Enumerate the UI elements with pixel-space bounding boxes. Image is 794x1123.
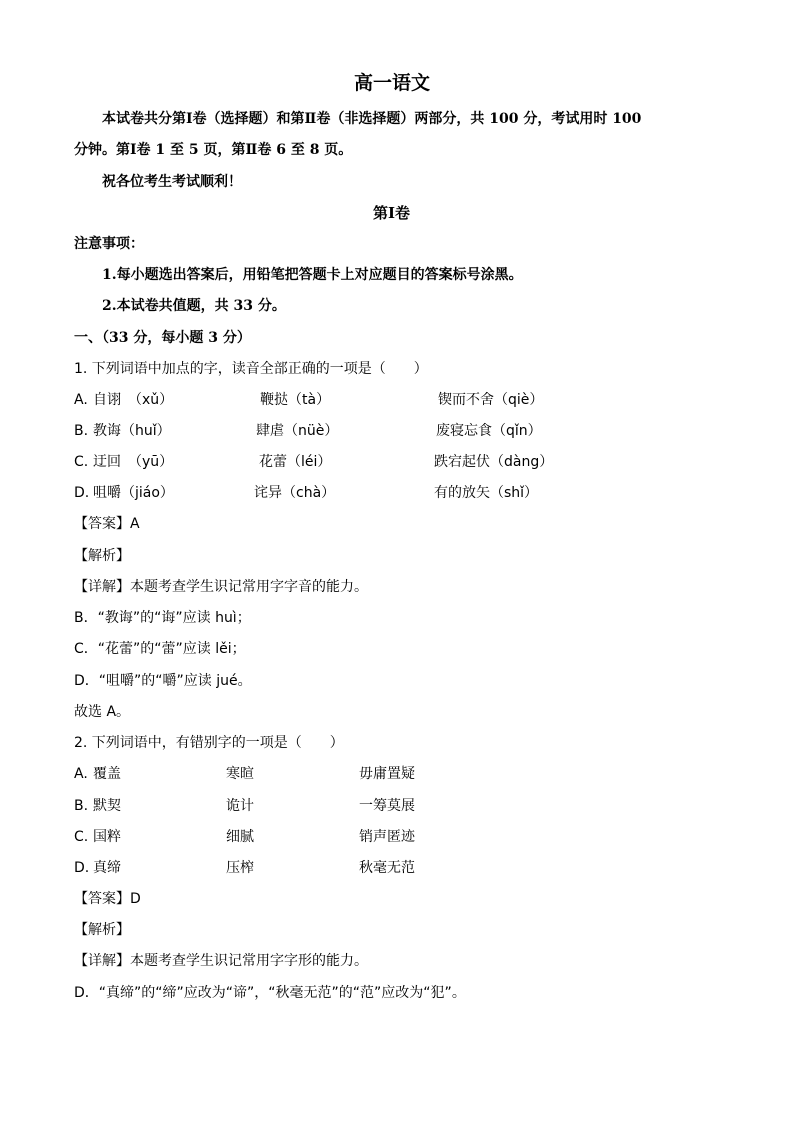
- notes-heading: 注意事项：: [74, 236, 144, 252]
- option-word-2: 鞭挞（tà）: [260, 392, 331, 408]
- detail-tag: 【详解】: [74, 953, 130, 969]
- option-word-3: 秋毫无范: [359, 860, 415, 876]
- answer-value: A: [130, 516, 140, 532]
- option-word-1: 真缔: [93, 860, 121, 876]
- answer-tag: 【答案】: [74, 516, 130, 532]
- intro-line-2: 分钟。第Ⅰ卷 1 至 5 页，第Ⅱ卷 6 至 8 页。: [74, 142, 353, 158]
- option-word-1: 咀嚼（jiáo）: [93, 485, 174, 501]
- answer-value: D: [130, 891, 141, 907]
- q1-answer: [74, 515, 140, 533]
- q2-detail: [74, 952, 368, 970]
- option-word-3: 跌宕起伏（dàng）: [434, 454, 554, 470]
- page-title: 高一语文: [354, 72, 431, 94]
- option-word-3: 废寝忘食（qǐn）: [436, 423, 542, 439]
- option-word-1: 迂回 （yū）: [93, 454, 174, 470]
- option-word-2: 细腻: [226, 829, 254, 845]
- option-word-3: 一筹莫展: [359, 798, 415, 814]
- option-label: D.: [74, 485, 90, 501]
- option-word-2: 诡计: [226, 798, 254, 814]
- notes-item-2: 2.本试卷共值题，共 33 分。: [102, 298, 286, 314]
- q1-detail: [74, 578, 368, 596]
- detail-text: 本题考查学生识记常用字字音的能力。: [130, 579, 368, 595]
- option-word-2: 肆虐（nüè）: [256, 423, 339, 439]
- option-word-1: 默契: [93, 798, 121, 814]
- detail-tag: 【详解】: [74, 579, 130, 595]
- intro-wish: 祝各位考生考试顺利！: [102, 174, 242, 190]
- option-label: B.: [74, 798, 89, 814]
- option-word-1: 自诩 （xǔ）: [93, 392, 174, 408]
- option-word-1: 教诲（huǐ）: [93, 423, 171, 439]
- option-label: C.: [74, 829, 89, 845]
- q2-explanation-d: D．“真缔”的“缔”应改为“谛”，“秋毫无范”的“范”应改为“犯”。: [74, 985, 466, 1001]
- option-word-3: 销声匿迹: [359, 829, 415, 845]
- part-one-heading: 一、（33 分，每小题 3 分）: [74, 330, 251, 346]
- q1-explanation-b: B．“教诲”的“诲”应读 huì；: [74, 610, 251, 626]
- option-label: A.: [74, 766, 88, 782]
- option-word-3: 锲而不舍（qiè）: [438, 392, 544, 408]
- option-label: C.: [74, 454, 89, 470]
- option-label: A.: [74, 392, 88, 408]
- question-2-stem: 2. 下列词语中，有错别字的一项是（ ）: [74, 735, 344, 751]
- notes-item-1: 1.每小题选出答案后，用铅笔把答题卡上对应题目的答案标号涂黑。: [102, 267, 523, 283]
- q1-analysis-tag: 【解析】: [74, 548, 130, 564]
- option-word-2: 压榨: [226, 860, 254, 876]
- q1-conclusion: 故选 A。: [74, 704, 131, 720]
- option-word-1: 国粹: [93, 829, 121, 845]
- q1-explanation-d: D．“咀嚼”的“嚼”应读 jué。: [74, 673, 252, 689]
- detail-text: 本题考查学生识记常用字字形的能力。: [130, 953, 368, 969]
- option-word-2: 诧异（chà）: [254, 485, 336, 501]
- option-word-2: 寒暄: [226, 766, 254, 782]
- q1-explanation-c: C．“花蕾”的“蕾”应读 lěi；: [74, 641, 246, 657]
- option-label: B.: [74, 423, 89, 439]
- option-word-3: 毋庸置疑: [359, 766, 415, 782]
- option-word-1: 覆盖: [93, 766, 121, 782]
- option-word-3: 有的放矢（shǐ）: [434, 485, 539, 501]
- q2-analysis-tag: 【解析】: [74, 922, 130, 938]
- question-1-stem: 1. 下列词语中加点的字，读音全部正确的一项是（ ）: [74, 361, 428, 377]
- intro-line-1: 本试卷共分第Ⅰ卷（选择题）和第Ⅱ卷（非选择题）两部分，共 100 分，考试用时 100: [102, 111, 642, 127]
- option-word-2: 花蕾（léi）: [259, 454, 332, 470]
- option-label: D.: [74, 860, 90, 876]
- q2-answer: [74, 890, 141, 908]
- answer-tag: 【答案】: [74, 891, 130, 907]
- section-title: 第Ⅰ卷: [373, 204, 411, 222]
